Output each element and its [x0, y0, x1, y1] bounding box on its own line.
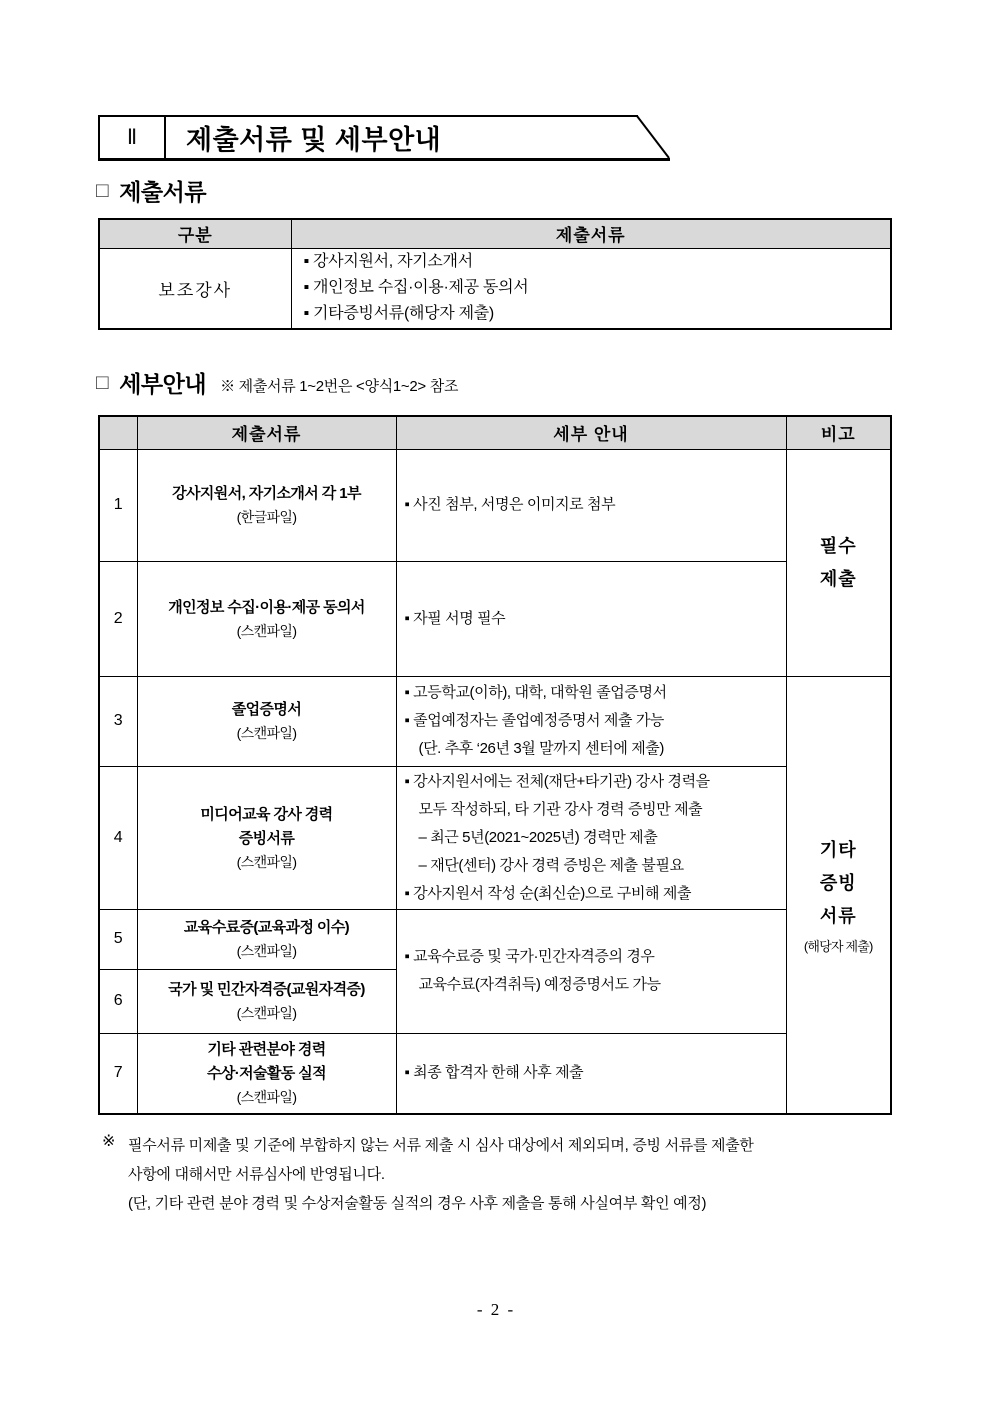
- doc-title: 수상·저술활동 실적: [206, 1065, 327, 1083]
- guide-line: ▪ 강사지원서 작성 순(최신순)으로 구비해 제출: [404, 884, 692, 902]
- guide-line: ▪ 사진 첨부, 서명은 이미지로 첨부: [404, 496, 616, 513]
- banner-numeral: Ⅱ: [100, 117, 166, 158]
- submission-table: [98, 218, 892, 330]
- doc-item: ▪ 기타증빙서류(해당자 제출): [303, 305, 494, 323]
- doc-title: 기타 관련분야 경력: [207, 1041, 326, 1059]
- footnote-lines: [128, 1131, 910, 1218]
- guide-cell: [396, 449, 786, 561]
- table-row: [99, 449, 891, 561]
- table-row: [99, 676, 891, 766]
- col-header-guide: 세부 안내: [396, 416, 786, 449]
- footnote-line: (단, 기타 관련 분야 경력 및 수상저술활동 실적의 경우 사후 제출을 통해 사실여부 확인 예정): [128, 1195, 707, 1212]
- row-number: 2: [99, 561, 137, 676]
- guide-line: 모두 작성하되, 타 기관 강사 경력 증빙만 제출: [418, 800, 703, 818]
- col-header-docs: 제출서류: [291, 219, 891, 248]
- remark-required-cell: [786, 449, 891, 676]
- guide-line: ▪ 교육수료증 및 국가·민간자격증의 경우: [404, 948, 655, 965]
- col-header-type: 구분: [99, 219, 291, 248]
- square-bullet-icon: □: [96, 370, 109, 394]
- detail-table-header-row: [99, 416, 891, 449]
- table-row: [99, 1033, 891, 1114]
- square-bullet-icon: □: [96, 178, 109, 202]
- doc-file-type: (한글파일): [236, 509, 297, 525]
- doc-file-type: (스캔파일): [236, 853, 297, 870]
- row-number: 7: [99, 1033, 137, 1114]
- submission-heading-label: 제출서류: [119, 179, 207, 205]
- doc-title: 개인정보 수집·이용·제공 동의서: [168, 598, 365, 616]
- guide-line: 교육수료(자격취득) 예정증명서도 가능: [418, 976, 661, 993]
- col-header-doc: 제출서류: [137, 416, 396, 449]
- guide-line: (단. 추후 ‘26년 3월 말까지 센터에 제출): [418, 740, 664, 757]
- guide-line: ▪ 자필 서명 필수: [404, 609, 506, 627]
- remark-other-cell: [786, 676, 891, 1114]
- guide-line: ▪ 최종 합격자 한해 사후 제출: [404, 1064, 584, 1082]
- applicant-type-cell: 보조강사: [99, 248, 291, 329]
- guide-line: ▪ 고등학교(이하), 대학, 대학원 졸업증명서: [404, 684, 667, 701]
- doc-title: 미디어교육 강사 경력: [200, 805, 333, 823]
- guide-line: ▪ 졸업예정자는 졸업예정증명서 제출 가능: [404, 712, 665, 729]
- doc-name-cell: [137, 449, 396, 561]
- guide-cell: [396, 766, 786, 909]
- banner-slant-edge-icon: [636, 115, 672, 161]
- guide-cell: [396, 1033, 786, 1114]
- doc-file-type: (스캔파일): [236, 622, 297, 639]
- doc-item: ▪ 개인정보 수집·이용·제공 동의서: [303, 279, 529, 297]
- col-header-remark: 비고: [786, 416, 891, 449]
- remark-subtext: (해당자 제출): [803, 939, 873, 955]
- doc-file-type: (스캔파일): [236, 1089, 297, 1106]
- table-row: [99, 909, 891, 969]
- doc-file-type: (스캔파일): [236, 725, 297, 741]
- col-header-no: [99, 416, 137, 449]
- banner-box: [98, 115, 638, 161]
- doc-title: 강사지원서, 자기소개서 각 1부: [172, 485, 361, 502]
- row-number: 5: [99, 909, 137, 969]
- submission-table-header-row: [99, 219, 891, 248]
- remark-line: 기타: [819, 840, 857, 861]
- required-docs-cell: [291, 248, 891, 329]
- table-row: [99, 766, 891, 909]
- detail-heading-label: 세부안내: [119, 371, 207, 397]
- reference-mark-icon: ※: [102, 1133, 116, 1150]
- remark-line: 서류: [819, 906, 857, 927]
- row-number: 4: [99, 766, 137, 909]
- guide-line: – 최근 5년(2021~2025년) 경력만 제출: [418, 828, 658, 846]
- guide-cell-merged: [396, 909, 786, 1033]
- submission-table-row: [99, 248, 891, 329]
- remark-line: 제출: [819, 568, 857, 589]
- doc-name-cell: [137, 676, 396, 766]
- doc-title: 증빙서류: [238, 829, 295, 847]
- footnote-line: 사항에 대해서만 서류심사에 반영됩니다.: [128, 1166, 385, 1183]
- row-number: 1: [99, 449, 137, 561]
- doc-title: 국가 및 민간자격증(교원자격증): [168, 981, 365, 998]
- guide-line: ▪ 강사지원서에는 전체(재단+타기관) 강사 경력을: [404, 772, 710, 790]
- page-number: - 2 -: [476, 1300, 516, 1319]
- doc-title: 교육수료증(교육과정 이수): [183, 919, 350, 936]
- footnote: [100, 1131, 910, 1218]
- doc-name-cell: [137, 1033, 396, 1114]
- guide-cell: [396, 561, 786, 676]
- doc-file-type: (스캔파일): [236, 1005, 297, 1021]
- doc-item: ▪ 강사지원서, 자기소개서: [303, 253, 473, 271]
- table-row: [99, 561, 891, 676]
- remark-line: 증빙: [819, 873, 857, 894]
- remark-line: 필수: [819, 535, 857, 556]
- doc-name-cell: [137, 909, 396, 969]
- guide-line: – 재단(센터) 강사 경력 증빙은 제출 불필요: [418, 856, 684, 874]
- detail-heading-note: ※ 제출서류 1~2번은 <양식1~2> 참조: [220, 378, 459, 395]
- guide-cell: [396, 676, 786, 766]
- section-banner: [98, 115, 708, 161]
- submission-heading: [96, 174, 206, 207]
- detail-table: [98, 415, 892, 1115]
- doc-title: 졸업증명서: [231, 701, 302, 718]
- detail-heading: [96, 366, 458, 399]
- row-number: 6: [99, 969, 137, 1033]
- doc-name-cell: [137, 766, 396, 909]
- doc-file-type: (스캔파일): [236, 943, 297, 959]
- doc-name-cell: [137, 969, 396, 1033]
- doc-name-cell: [137, 561, 396, 676]
- banner-title: 제출서류 및 세부안내: [186, 125, 442, 155]
- footnote-line: 필수서류 미제출 및 기준에 부합하지 않는 서류 제출 시 심사 대상에서 제외되며, 증빙 서류를 제출한: [128, 1137, 754, 1154]
- row-number: 3: [99, 676, 137, 766]
